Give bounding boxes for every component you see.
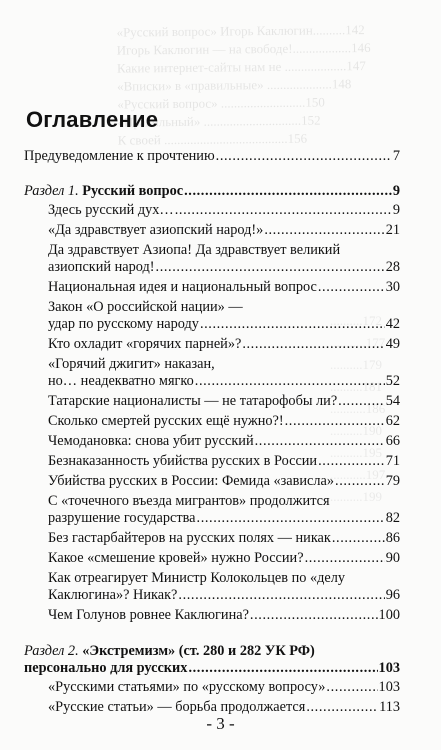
toc-entry-title: Чем Голунов ровнее Каклюгина?: [48, 607, 249, 623]
toc-entry: [48, 356, 400, 390]
toc-entry-title-line: Как отреагирует Министр Колокольцев по «делу: [48, 570, 346, 586]
dot-leader: [318, 453, 385, 470]
toc-entry-preface: [24, 148, 400, 165]
section-2-items: [24, 679, 404, 716]
section-page: 9: [392, 183, 400, 199]
dot-leader: [326, 679, 377, 696]
toc-entry-title: «Русские статьи» — борьба продолжается: [48, 699, 306, 715]
section-prefix: Раздел 1.: [24, 183, 79, 199]
section-title: Русский вопрос: [82, 183, 184, 199]
dot-leader: [242, 336, 384, 353]
toc-entry-title-line: С «точечного въезда мигрантов» продолжится: [48, 493, 330, 509]
toc-entry-title: Предуведомление к прочтению: [24, 148, 215, 164]
toc-section-1: [24, 183, 400, 200]
toc-entry: [48, 607, 400, 624]
dot-leader: [305, 550, 385, 567]
toc-entry-page: 49: [385, 336, 400, 352]
toc-entry-title: удар по русскому народу: [48, 316, 199, 332]
dot-leader: [250, 607, 378, 624]
toc-entry-page: 90: [385, 550, 400, 566]
toc-entry-title: «Русскими статьями» по «русскому вопросу»: [48, 679, 326, 695]
toc-entry-page: 103: [378, 679, 400, 695]
toc-entry-page: 7: [392, 148, 400, 164]
toc-entry-title: Татарские националисты — не татарофобы ли?: [48, 393, 338, 409]
toc-entry: [48, 393, 400, 410]
toc-entry: [48, 279, 400, 296]
section-title-cont: персонально для русских: [24, 660, 188, 676]
toc-entry-title: Убийства русских в России: Фемида «зависла»: [48, 473, 335, 489]
toc-section-2: [24, 643, 400, 677]
toc-entry-title: Сколько смертей русских ещё нужно?!: [48, 413, 284, 429]
toc-entry: [48, 530, 400, 547]
toc-entry: [48, 336, 400, 353]
dot-leader: [197, 510, 385, 527]
dot-leader: [338, 393, 385, 410]
section-title: «Экстремизм» (ст. 280 и 282 УК РФ): [82, 643, 315, 659]
dot-leader: [318, 279, 385, 296]
toc-entry-page: 62: [385, 413, 400, 429]
toc-entry-page: 9: [392, 202, 400, 218]
toc-entry-page: 79: [385, 473, 400, 489]
toc-entry-page: 82: [385, 510, 400, 526]
dot-leader: [175, 202, 392, 219]
dot-leader: [285, 413, 385, 430]
toc-entry: [48, 679, 400, 696]
toc-entry-title: Каклюгина»? Никак?: [48, 587, 178, 603]
bleed-through-text-right: ..........172 ...........177 ..........179 ..........181 ...........186 ..........190 ..........195 ...........197 ..........199: [330, 313, 386, 504]
toc-entry: [48, 242, 400, 276]
toc-entry-page: 30: [385, 279, 400, 295]
dot-leader: [255, 433, 385, 450]
toc-entry-title: азиопский народ!: [48, 259, 155, 275]
toc-entry-page: 86: [385, 530, 400, 546]
section-1-items: [24, 202, 404, 624]
dot-leader: [195, 373, 385, 390]
toc-entry-title-line: «Горячий джигит» наказан,: [48, 356, 215, 372]
toc-entry-title: Без гастарбайтеров на русских полях — никак: [48, 530, 331, 546]
dot-leader: [184, 183, 392, 200]
toc-entry-title: Кто охладит «горячих парней»?: [48, 336, 242, 352]
toc-entry: [48, 473, 400, 490]
toc-entry: [48, 493, 400, 527]
toc-entry: [48, 299, 400, 333]
dot-leader: [332, 530, 385, 547]
toc-entry-page: 66: [385, 433, 400, 449]
toc-entry: [48, 570, 400, 604]
dot-leader: [216, 148, 392, 165]
toc-entry-title: но… неадекватно мягко: [48, 373, 194, 389]
toc-entry-page: 52: [385, 373, 400, 389]
toc-entry-page: 96: [385, 587, 400, 603]
toc-entry-title: разрушение государства: [48, 510, 196, 526]
toc-entry: [48, 550, 400, 567]
dot-leader: [188, 660, 377, 677]
toc-entry-page: 54: [385, 393, 400, 409]
toc-entry: [48, 453, 400, 470]
dot-leader: [335, 473, 385, 490]
toc-entry-page: 71: [385, 453, 400, 469]
dot-leader: [178, 587, 384, 604]
page-number: - 3 -: [206, 714, 235, 733]
toc-entry-page: 113: [379, 699, 400, 715]
toc-entry-title-line: Да здравствует Азиопа! Да здравствует великий: [48, 242, 341, 258]
toc-entry-page: 28: [385, 259, 400, 275]
toc-entry: [48, 433, 400, 450]
toc-entry-page: 21: [385, 222, 400, 238]
toc-entry-page: 42: [385, 316, 400, 332]
section-prefix: Раздел 2.: [24, 643, 79, 659]
toc-entry-title: Здесь русский дух…: [48, 202, 174, 218]
toc-entry-title-line: Закон «О российской нации» —: [48, 299, 243, 315]
dot-leader: [156, 259, 385, 276]
toc-entry: [48, 222, 400, 239]
toc-entry: [48, 413, 400, 430]
page-title: Оглавление: [26, 107, 159, 132]
toc-entry-title: Чемодановка: снова убит русский: [48, 433, 254, 449]
toc-entry-title: Безнаказанность убийства русских в России: [48, 453, 318, 469]
toc-entry-title: Какое «смешение кровей» нужно России?: [48, 550, 304, 566]
toc-entry-title: «Да здравствует азиопский народ!»: [48, 222, 264, 238]
bleed-through-text: «Русский вопрос» Игорь Каклюгин..........142 Игорь Каклюгин — на свободе!..................146 Какие интернет-сайты нам не ...................147 «Вписки» в «правильные» ....................148 «Русский вопрос» ..........................150 «Правильный» ..............................152 К своей ......................................156: [116, 22, 371, 148]
toc-entry-page: 100: [378, 607, 400, 623]
dot-leader: [264, 222, 384, 239]
table-of-contents: [24, 148, 404, 716]
dot-leader: [200, 316, 385, 333]
toc-entry: [48, 202, 400, 219]
toc-entry-title: Национальная идея и национальный вопрос: [48, 279, 317, 295]
section-page: 103: [378, 660, 400, 676]
